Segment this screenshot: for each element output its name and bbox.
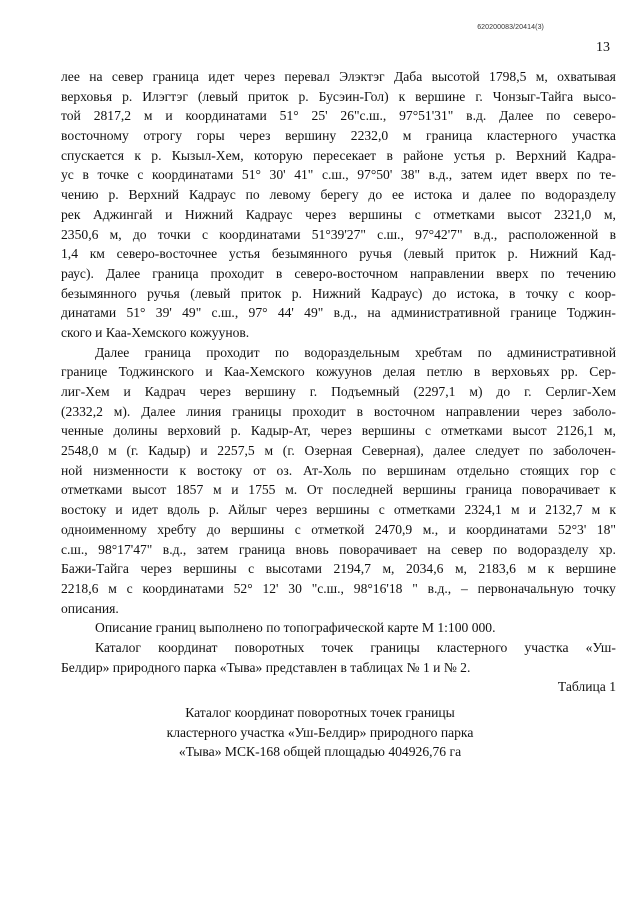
text-line: лиг-Хем и Кадрач через вершину г. Подъемный (2297,1 м) до г. Серлиг-Хем <box>61 384 616 399</box>
table-label: Таблица 1 <box>557 679 616 695</box>
text-line: Далее граница проходит по водораздельным хребтам по административной <box>95 344 616 360</box>
text-line: динатами 51° 39' 49" с.ш., 97° 44' 49" в.д., на административной границе Тоджин- <box>61 305 616 321</box>
text-line: описания. <box>61 600 119 616</box>
text-line: 2350,6 м, до точки с координатами 51°39'27" с.ш., 97°42'7" в.д., расположенной в <box>61 226 616 242</box>
caption-line: «Тыва» МСК-168 общей площадью 404926,76 га <box>178 744 462 760</box>
text-line: одноименному хребту до вершины с отметкой 2470,9 м., и координатами 52°3' 18" <box>61 521 616 537</box>
paragraph-4 <box>61 638 616 677</box>
text-line: ского и Каа-Хемского кожуунов. <box>61 324 250 340</box>
table-caption <box>0 703 640 762</box>
text-line: рек Аджингай и Нижний Кадраус через вершины с отметками высот 2321,0 м, <box>61 206 616 222</box>
paragraph-1 <box>61 67 616 343</box>
page-number: 13 <box>596 40 610 55</box>
text-line: ной низменности к востоку от оз. Ат-Холь по вершинам отдельно стоящих гор с <box>61 462 616 478</box>
document-body <box>61 67 616 697</box>
text-line: ус в точке с координатами 51° 30' 41" с.ш., 97°50' 38" в.д., затем идет вверх по те- <box>61 167 616 183</box>
text-line: безымянного ручья (левый приток р. Нижний Кадраус) до истока, в точку с коор- <box>61 285 616 301</box>
text-line: Каталог координат поворотных точек границы кластерного участка «Уш- <box>95 639 616 655</box>
caption-line: кластерного участка «Уш-Белдир» природного парка <box>166 724 474 740</box>
document-id: 620200083/20414(3) <box>477 24 544 31</box>
text-line: раус). Далее граница проходит в северо-восточном направлении вверх по течению <box>61 265 616 281</box>
text-line: 1,4 км северо-восточнее устья безымянного ручья (левый приток р. Нижний Кад- <box>61 246 616 262</box>
text-line: 2218,6 м с координатами 52° 12' 30 "с.ш., 98°16'18 " в.д., – первоначальную точку <box>61 580 616 596</box>
text-line: 2548,0 м (г. Кадыр) и 2257,5 м (г. Озерная Северная), далее следует по заболочен- <box>61 443 616 459</box>
paragraph-3: Описание границ выполнено по топографической карте М 1:100 000. <box>95 620 496 636</box>
text-line: Бажи-Тайга через вершины с высотами 2194,7 м, 2034,6 м, 2183,6 м к вершине <box>61 561 616 577</box>
text-line: чению р. Верхний Кадраус по левому берегу до ее истока и далее по водоразделу <box>61 187 616 203</box>
text-line: (2332,2 м). Далее линия границы проходит в восточном направлении через заболо- <box>61 403 616 419</box>
text-line: ченные долины верховий р. Кадыр-Ат, через вершины с отметками высот 2126,1 м, <box>61 423 616 439</box>
text-line: Белдир» природного парка «Тыва» представлен в таблицах № 1 и № 2. <box>61 659 471 675</box>
text-line: верховья р. Илэгтэг (левый приток р. Бусэин-Гол) к вершине г. Чонзыг-Тайга высо- <box>61 88 616 104</box>
text-line: с.ш., 98°17'47" в.д., затем граница вновь поворачивает на север по водоразделу хр. <box>61 541 616 557</box>
text-line: границе Тоджинского и Каа-Хемского кожуунов делая петлю в верховьях рр. Сер- <box>61 364 616 380</box>
text-line: той 2817,2 м и координатами 51° 25' 26"с.ш., 97°51'31" в.д. Далее по северо- <box>61 108 616 124</box>
text-line: восточному отрогу горы через вершину 2232,0 м граница кластерного участка <box>61 128 616 144</box>
paragraph-2 <box>61 343 616 619</box>
caption-line: Каталог координат поворотных точек границы <box>185 705 455 720</box>
text-line: востоку и идет вдоль р. Айлыг через вершины с отметками 2324,1 м и 2132,7 м к <box>61 502 616 518</box>
text-line: спускается к р. Кызыл-Хем, которую пересекает в районе устья р. Верхний Кадра- <box>61 147 616 163</box>
text-line: лее на север граница идет через перевал Элэктэг Даба высотой 1798,5 м, охватывая <box>61 69 616 84</box>
text-line: отметками высот 1857 м и 1755 м. От последней вершины граница поворачивает к <box>61 482 616 498</box>
